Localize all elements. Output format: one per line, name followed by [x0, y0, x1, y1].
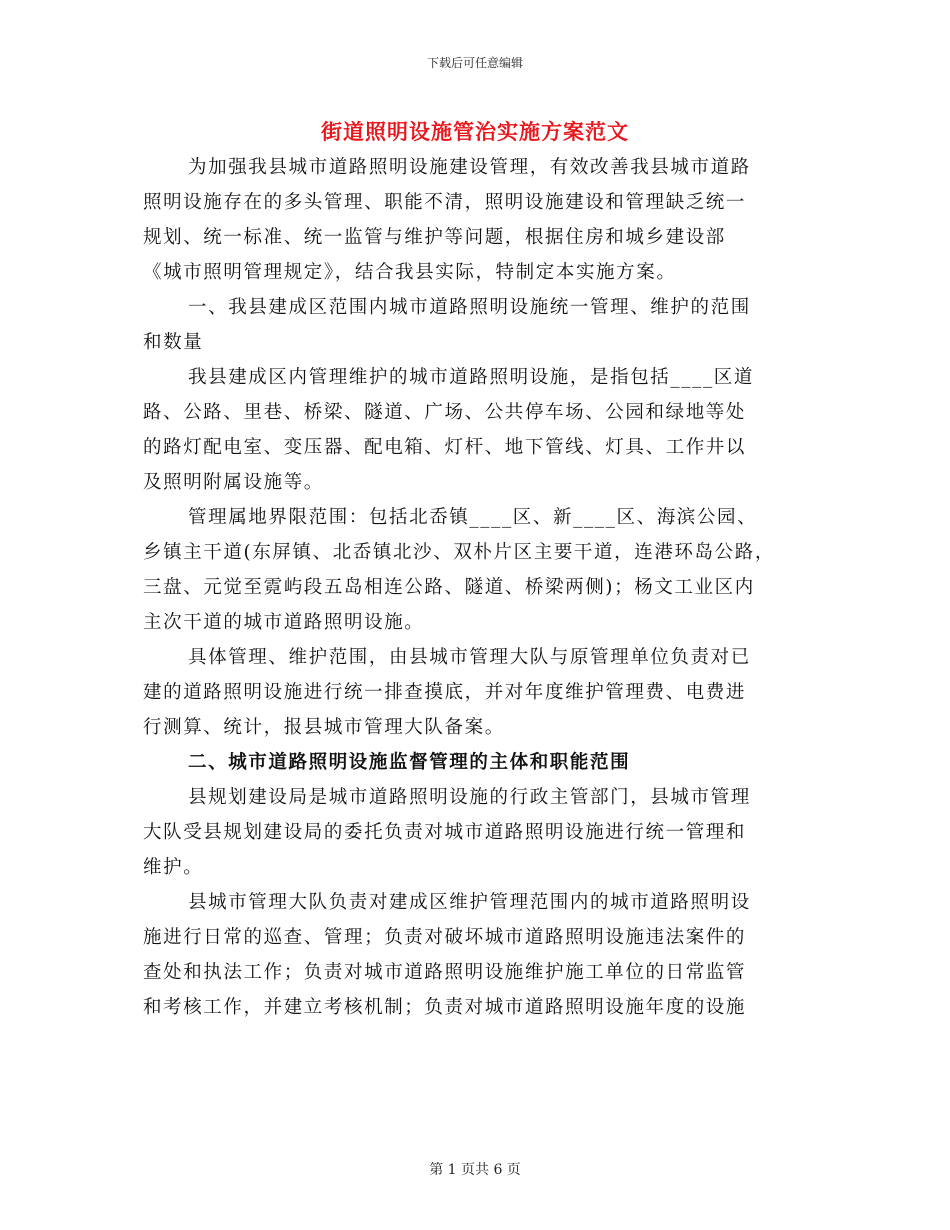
- paragraph-line: 乡镇主干道(东屏镇、北岙镇北沙、双朴片区主要干道，连港环岛公路，: [143, 542, 775, 563]
- paragraph-line: 的路灯配电室、变压器、配电箱、灯杆、地下管线、灯具、工作井以: [143, 437, 747, 458]
- paragraph-line: 三盘、元觉至霓屿段五岛相连公路、隧道、桥梁两侧)；杨文工业区内: [143, 577, 755, 598]
- page-footer: 第 1 页共 6 页: [429, 1162, 521, 1178]
- paragraph-line: 施进行日常的巡查、管理；负责对破坏城市道路照明设施违法案件的: [143, 927, 747, 948]
- paragraph-line: 我县建成区内管理维护的城市道路照明设施，是指包括____区道: [188, 367, 755, 388]
- paragraph-line: 规划、统一标准、统一监管与维护等问题，根据住房和城乡建设部: [143, 227, 726, 248]
- paragraph-line: 查处和执法工作；负责对城市道路照明设施维护施工单位的日常监管: [143, 962, 747, 983]
- document-body: [143, 150, 808, 1025]
- paragraph-line: 建的道路照明设施进行统一排查摸底，并对年度维护管理费、电费进: [143, 682, 747, 703]
- paragraph-line: 和数量: [143, 332, 204, 353]
- paragraph-line: 行测算、统计，报县城市管理大队备案。: [143, 717, 505, 738]
- document-title: 街道照明设施管治实施方案范文: [321, 119, 629, 144]
- paragraph-line: 为加强我县城市道路照明设施建设管理，有效改善我县城市道路: [188, 157, 751, 178]
- paragraph-line: 维护。: [143, 857, 204, 878]
- header-note: 下载后可任意编辑: [426, 56, 523, 70]
- paragraph-line: 大队受县规划建设局的委托负责对城市道路照明设施进行统一管理和: [143, 822, 747, 843]
- paragraph-line: 管理属地界限范围：包括北岙镇____区、新____区、海滨公园、: [188, 507, 758, 528]
- section-heading-line: 二、城市道路照明设施监督管理的主体和职能范围: [188, 752, 631, 773]
- paragraph-line: 及照明附属设施等。: [143, 472, 324, 493]
- paragraph-line: 县城市管理大队负责对建成区维护管理范围内的城市道路照明设: [188, 892, 751, 913]
- paragraph-line: 具体管理、维护范围，由县城市管理大队与原管理单位负责对已: [188, 647, 751, 668]
- paragraph-line: 一、我县建成区范围内城市道路照明设施统一管理、维护的范围: [188, 297, 751, 318]
- paragraph-line: 照明设施存在的多头管理、职能不清，照明设施建设和管理缺乏统一: [143, 192, 747, 213]
- paragraph-line: 和考核工作，并建立考核机制；负责对城市道路照明设施年度的设施: [143, 997, 747, 1018]
- paragraph-line: 主次干道的城市道路照明设施。: [143, 612, 425, 633]
- paragraph-line: 《城市照明管理规定》，结合我县实际，特制定本实施方案。: [143, 262, 677, 283]
- paragraph-line: 路、公路、里巷、桥梁、隧道、广场、公共停车场、公园和绿地等处: [143, 402, 747, 423]
- paragraph-line: 县规划建设局是城市道路照明设施的行政主管部门，县城市管理: [188, 787, 751, 808]
